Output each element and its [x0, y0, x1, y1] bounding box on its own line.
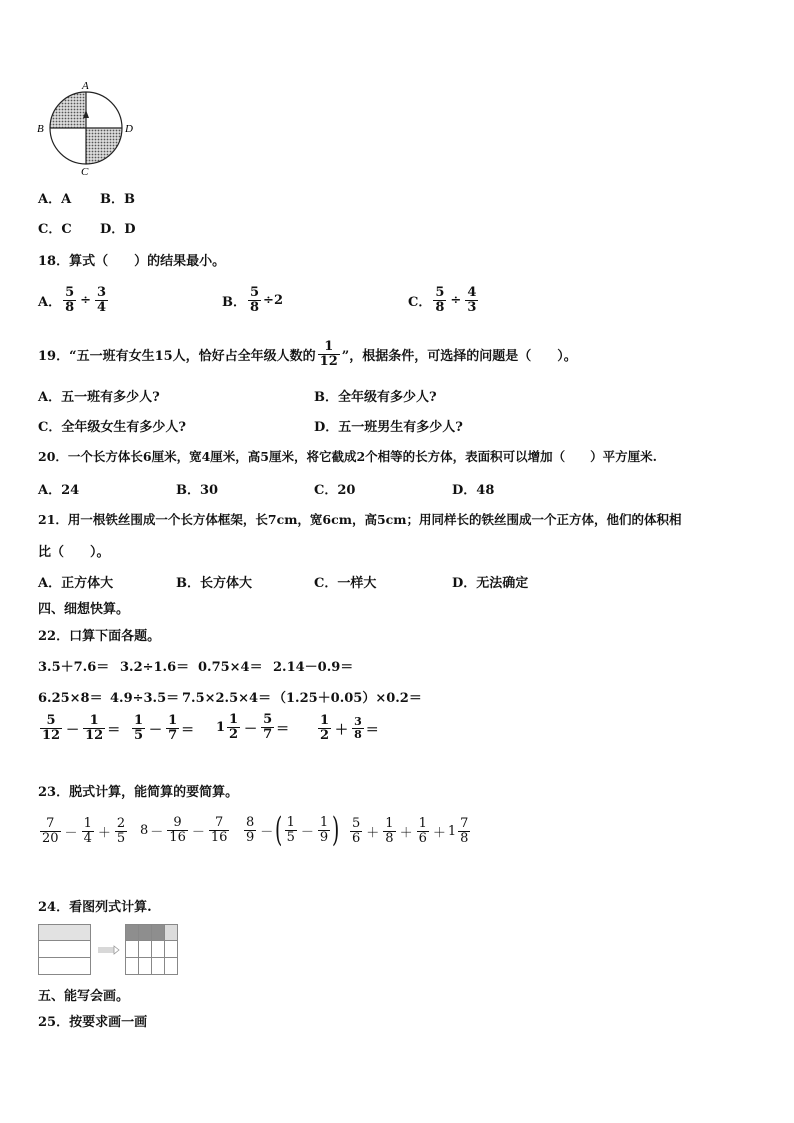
q23-expression-2: 8 － $\frac{9}{16}$ － $\frac{7}{16}$: [140, 815, 228, 845]
q25-stem: 25．按要求画一画: [38, 1015, 148, 1030]
q23-expression-1: $\frac{7}{20}$ － $\frac{1}{4}$ ＋ $\frac{2}{5}$: [42, 816, 126, 846]
section-5-heading: 五、能写会画。: [38, 989, 130, 1004]
q22-row2-item3: 7.5×2.5×4＝: [182, 691, 272, 706]
q21-option-b[interactable]: B．长方体大: [176, 576, 252, 591]
q22-row2-item1: 6.25×8＝: [38, 691, 103, 706]
q17-option-b[interactable]: [100, 188, 135, 207]
label-b: B: [37, 123, 44, 135]
fraction: $\frac{1}{12}$: [319, 339, 338, 369]
fraction: $\frac{3}{4}$: [97, 285, 107, 315]
q22-fraction-item3: 1 $\frac{1}{2}$ － $\frac{5}{7}$ ＝: [216, 712, 290, 742]
q21-option-d[interactable]: D．无法确定: [452, 576, 529, 591]
q17-option-c[interactable]: [38, 218, 72, 237]
q21-stem-line2: 比（ ）。: [38, 545, 110, 560]
q20-option-b[interactable]: B．30: [176, 483, 219, 498]
q22-row1-item2: 3.2÷1.6＝: [120, 660, 190, 675]
operator: ÷: [80, 292, 92, 308]
grid-dark-cells: [126, 925, 165, 941]
fraction: $\frac{5}{8}$: [65, 285, 75, 315]
q22-row1-item4: 2.14－0.9＝: [273, 660, 354, 675]
option-label: B．: [100, 192, 124, 207]
q24-figure: [38, 924, 180, 976]
q19-stem: 19．“五一班有女生15人，恰好占全年级人数的 $\frac{1}{12}$ ”，根据条件，可选择的问题是（ ）。: [38, 339, 577, 369]
section-4-heading: 四、细想快算。: [38, 602, 130, 617]
q22-fraction-item4: $\frac{1}{2}$ ＋ $\frac{3}{8}$ ＝: [320, 713, 379, 743]
option-text: A: [61, 192, 72, 207]
operator: ÷: [450, 292, 462, 308]
q19-option-a[interactable]: A．五一班有多少人?: [38, 390, 160, 405]
q24-stem: 24．看图列式计算.: [38, 900, 152, 915]
q21-option-c[interactable]: C．一样大: [314, 576, 377, 591]
circle-figure: [34, 78, 140, 178]
q22-row1-item3: 0.75×4＝: [198, 660, 263, 675]
operator: ÷2: [263, 292, 283, 308]
option-text: C: [61, 222, 72, 237]
option-label: C．: [408, 294, 432, 310]
q18-option-c[interactable]: [408, 286, 480, 314]
q23-expression-3: $\frac{8}{9}$ － ( $\frac{1}{5}$ － $\frac{1}{9}$ ): [246, 810, 340, 850]
option-label: A．: [38, 192, 62, 207]
option-text: D: [124, 222, 136, 237]
q23-stem: 23．脱式计算，能简算的要简算。: [38, 785, 239, 800]
q22-row1-item1: 3.5＋7.6＝: [38, 660, 110, 675]
q18-option-a[interactable]: [38, 286, 110, 314]
q17-option-a[interactable]: [38, 188, 71, 207]
q22-row2-item2: 4.9÷3.5＝: [110, 691, 180, 706]
q18-option-b[interactable]: [222, 286, 283, 314]
q20-option-d[interactable]: D．48: [452, 483, 495, 498]
right-arrow-icon: [98, 946, 119, 954]
label-c: C: [81, 166, 89, 178]
q21-option-a[interactable]: A．正方体大: [38, 576, 114, 591]
q19-option-b[interactable]: B．全年级有多少人?: [314, 390, 437, 405]
q17-option-d[interactable]: [100, 218, 136, 237]
option-label: C．: [38, 222, 62, 237]
grid-light-cell: [165, 925, 178, 941]
option-label: A．: [38, 294, 62, 310]
q22-row2-item4: （1.25＋0.05）×0.2＝: [273, 691, 422, 706]
left-bar-shaded-part: [39, 925, 91, 941]
q23-expression-4: $\frac{5}{6}$ ＋ $\frac{1}{8}$ ＋ $\frac{1}{6}$ ＋ 1 $\frac{7}{8}$: [352, 816, 469, 846]
label-a: A: [82, 80, 89, 92]
option-label: D．: [100, 222, 125, 237]
fraction: $\frac{5}{8}$: [435, 285, 445, 315]
q20-option-a[interactable]: A．24: [38, 483, 80, 498]
option-label: B．: [222, 294, 246, 310]
fraction: $\frac{5}{8}$: [250, 285, 260, 315]
q19-option-d[interactable]: D．五一班男生有多少人?: [314, 420, 463, 435]
label-d: D: [125, 123, 133, 135]
q18-stem: 18．算式（ ）的结果最小。: [38, 254, 226, 269]
q19-option-c[interactable]: C．全年级女生有多少人?: [38, 420, 186, 435]
q20-option-c[interactable]: C．20: [314, 483, 356, 498]
q22-fraction-item1: $\frac{5}{12}$ － $\frac{1}{12}$ ＝: [42, 713, 121, 743]
option-text: B: [124, 192, 135, 207]
q22-stem: 22．口算下面各题。: [38, 629, 161, 644]
q22-fraction-item2: $\frac{1}{5}$ － $\frac{1}{7}$ ＝: [134, 713, 195, 743]
q20-stem: 20．一个长方体长6厘米，宽4厘米，高5厘米，将它截成2个相等的长方体，表面积可以增加（ ）平方厘米.: [38, 449, 658, 464]
fraction: $\frac{4}{3}$: [467, 285, 477, 315]
q21-stem-line1: 21．用一根铁丝围成一个长方体框架，长7cm，宽6cm，高5cm；用同样长的铁丝围成一个正方体，他们的体积相: [38, 512, 682, 527]
